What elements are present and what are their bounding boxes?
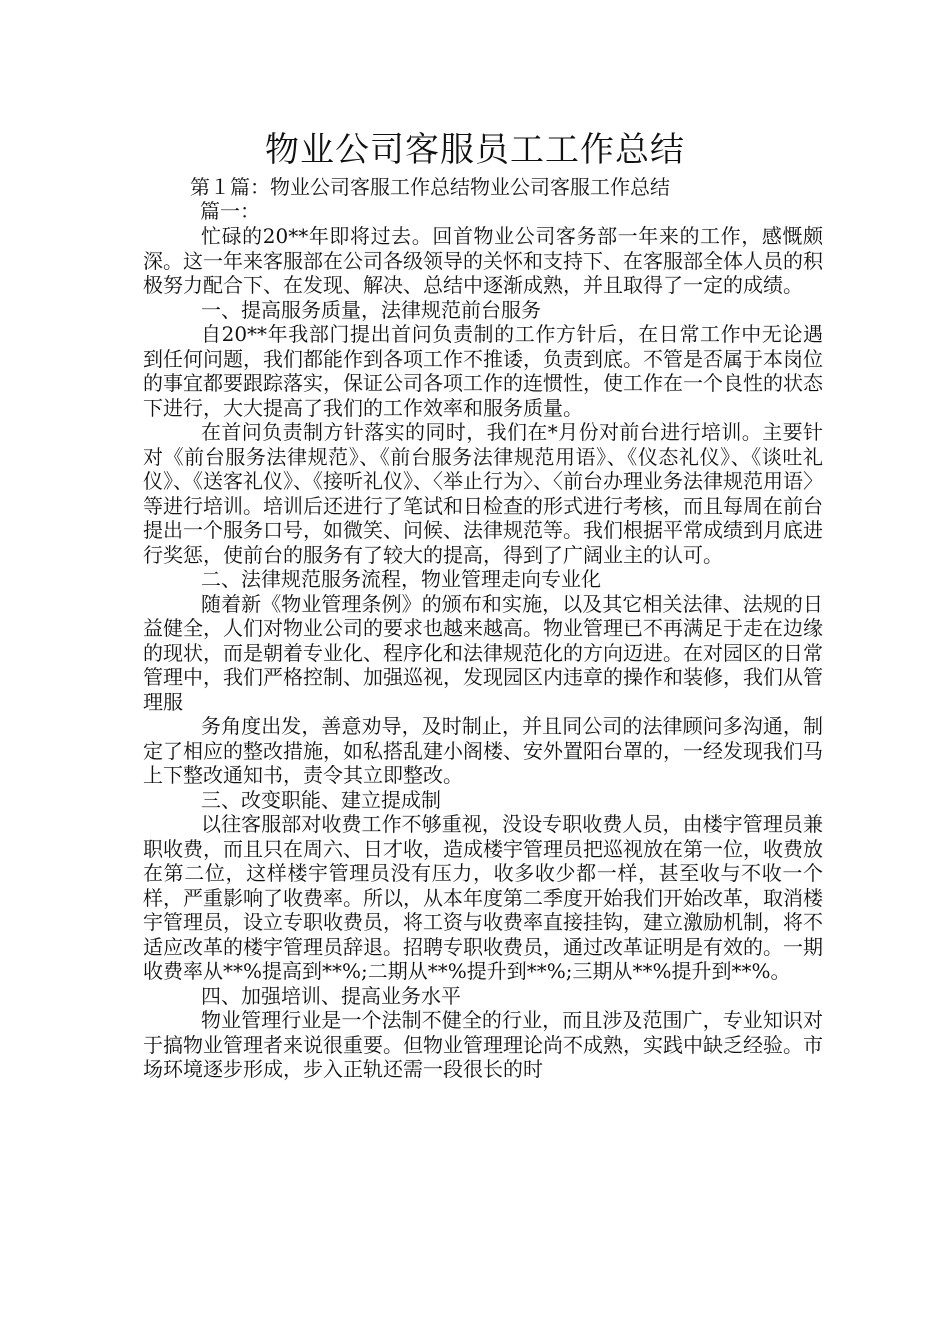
paragraph: 自20**年我部门提出首问负责制的工作方针后，在日常工作中无论遇到任何问题，我们都能作到各项工作不推诿，负责到底。不管是否属于本岗位的事宜都要跟踪落实，保证公司各项工作的连惯性，使工作在一个良性的状态下进行，大大提高了我们的工作效率和服务质量。 xyxy=(143,322,823,420)
paragraph: 在首问负责制方针落实的同时，我们在*月份对前台进行培训。主要针对《前台服务法律规范》、《前台服务法律规范用语》、《仪态礼仪》、《谈吐礼仪》、《送客礼仪》、《接听礼仪》、〈举止行为〉、〈前台办理业务法律规范用语〉等进行培训。培训后还进行了笔试和日检查的形式进行考核，而且每周在前台提出一个服务口号，如微笑、问候、法律规范等。我们根据平常成绩到月底进行奖惩，使前台的服务有了较大的提高，得到了广阔业主的认可。 xyxy=(143,420,823,567)
section-heading-2: 二、法律规范服务流程，物业管理走向专业化 xyxy=(201,567,601,591)
document-title: 物业公司客服员工工作总结 xyxy=(265,130,685,170)
paragraph: 随着新《物业管理条例》的颁布和实施，以及其它相关法律、法规的日益健全，人们对物业公司的要求也越来越高。物业管理已不再满足于走在边缘的现状，而是朝着专业化、程序化和法律规范化的方向迈进。在对园区的日常管理中，我们严格控制、加强巡视，发现园区内违章的操作和装修，我们从管理服 xyxy=(143,591,823,714)
section-heading-4: 四、加强培训、提高业务水平 xyxy=(201,983,461,1008)
document-subtitle: 第１篇：物业公司客服工作总结物业公司客服工作总结 xyxy=(190,175,670,199)
part-label: 篇一： xyxy=(200,199,260,223)
document-body xyxy=(143,224,823,1082)
paragraph: 务角度出发，善意劝导，及时制止，并且同公司的法律顾问多沟通，制定了相应的整改措施，如私搭乱建小阁楼、安外置阳台罩的，一经发现我们马上下整改通知书，责令其立即整改。 xyxy=(143,714,823,787)
section-heading-3: 三、改变职能、建立提成制 xyxy=(201,787,441,812)
paragraph: 以往客服部对收费工作不够重视，没设专职收费人员，由楼宇管理员兼职收费，而且只在周六、日才收，造成楼宇管理员把巡视放在第一位，收费放在第二位，这样楼宇管理员没有压力，收多收少都一样，甚至收与不收一个样，严重影响了收费率。所以，从本年度第二季度开始我们开始改革，取消楼宇管理员，设立专职收费员，将工资与收费率直接挂钩，建立激励机制，将不适应改革的楼宇管理员辞退。招聘专职收费员，通过改革证明是有效的。一期收费率从**%提高到**%;二期从**%提升到**%;三期从**%提升到**%。 xyxy=(143,812,823,983)
section-heading-1: 一、提高服务质量，法律规范前台服务 xyxy=(201,297,541,322)
paragraph: 物业管理行业是一个法制不健全的行业，而且涉及范围广，专业知识对于搞物业管理者来说很重要。但物业管理理论尚不成熟，实践中缺乏经验。市场环境逐步形成，步入正轨还需一段很长的时 xyxy=(143,1008,823,1081)
paragraph-intro: 忙碌的20**年即将过去。回首物业公司客务部一年来的工作，感慨颇深。这一年来客服部在公司各级领导的关怀和支持下、在客服部全体人员的积极努力配合下、在发现、解决、总结中逐渐成熟，并且取得了一定的成绩。 xyxy=(143,224,823,297)
